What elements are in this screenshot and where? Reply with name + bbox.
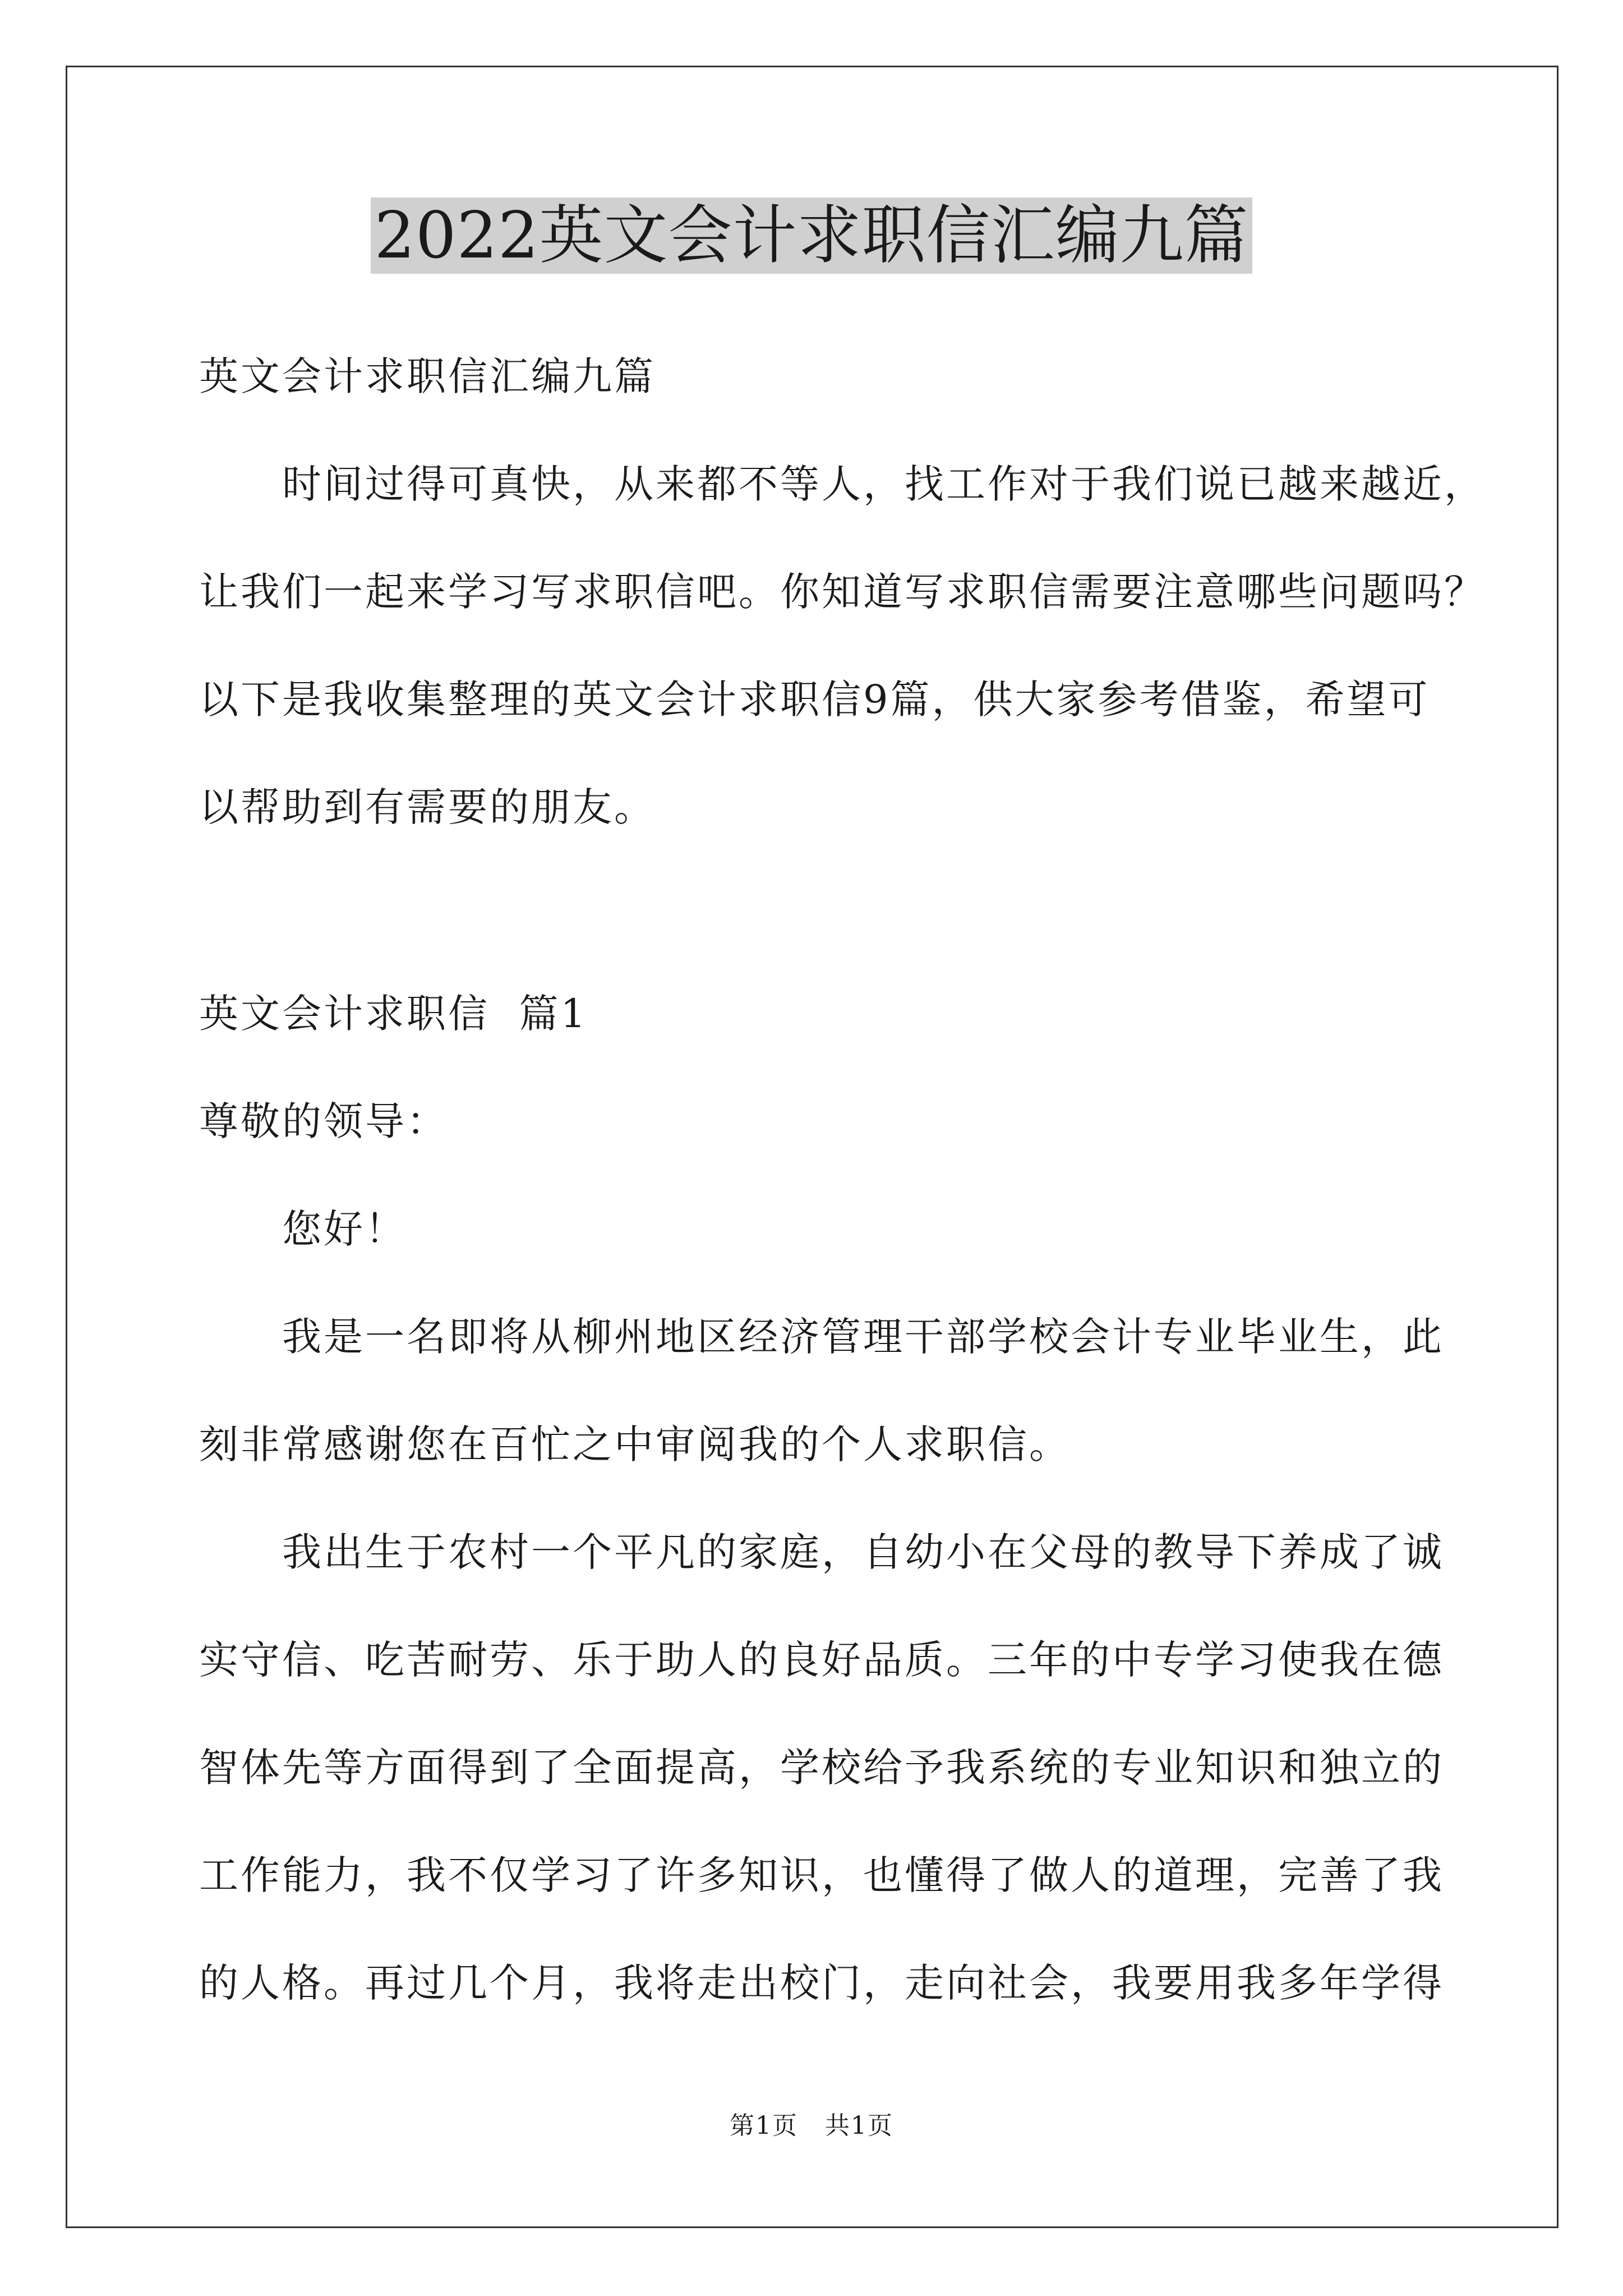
greeting: 您好！ [282,1206,407,1252]
paragraph2-line-1: 我出生于农村一个平凡的家庭，自幼小在父母的教导下养成了诚 [282,1529,1444,1575]
intro-line-4: 以帮助到有需要的朋友。 [199,784,656,830]
page-footer [0,2109,1623,2143]
page-number: 第1页 共1页 [730,2111,893,2140]
paragraph2-line-3: 智体先等方面得到了全面提高，学校给予我系统的专业知识和独立的 [199,1745,1444,1791]
document-subtitle: 英文会计求职信汇编九篇 [199,353,656,399]
paragraph1-line-1: 我是一名即将从柳州地区经济管理干部学校会计专业毕业生，此 [282,1314,1444,1360]
salutation: 尊敬的领导： [199,1098,448,1144]
intro-line-1: 时间过得可真快，从来都不等人，找工作对于我们说已越来越近， [282,461,1486,507]
paragraph1-line-2: 刻非常感谢您在百忙之中审阅我的个人求职信。 [199,1421,1071,1467]
paragraph2-line-5: 的人格。再过几个月，我将走出校门，走向社会，我要用我多年学得 [199,1960,1444,2006]
section-heading: 英文会计求职信 篇1 [199,991,588,1037]
paragraph2-line-4: 工作能力，我不仅学习了许多知识，也懂得了做人的道理，完善了我 [199,1852,1444,1898]
title-container [0,197,1623,274]
paragraph2-line-2: 实守信、吃苦耐劳、乐于助人的良好品质。三年的中专学习使我在德 [199,1637,1444,1683]
document-body [199,323,1486,2037]
intro-line-2: 让我们一起来学习写求职信吧。你知道写求职信需要注意哪些问题吗？ [199,569,1486,615]
intro-line-3: 以下是我收集整理的英文会计求职信9篇，供大家参考借鉴，希望可 [199,677,1430,723]
document-title: 2022英文会计求职信汇编九篇 [371,197,1252,274]
section-gap [199,861,1461,960]
